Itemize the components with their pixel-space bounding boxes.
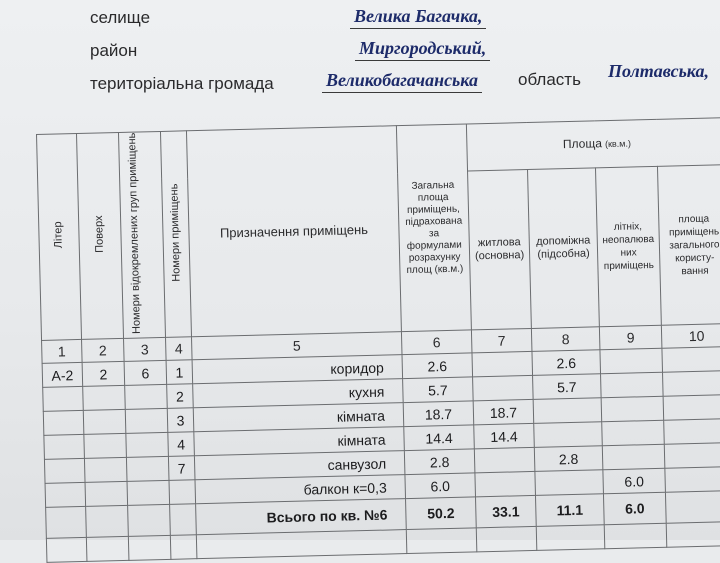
cell-total: 14.4 xyxy=(404,425,475,451)
cell-group xyxy=(125,385,168,410)
cell-room: 3 xyxy=(167,408,194,433)
cell-common xyxy=(664,419,720,445)
cell-floor xyxy=(85,482,128,507)
settlement-label: селище xyxy=(90,8,151,27)
cell-purpose: санвузол xyxy=(194,451,405,480)
cell-living: 14.4 xyxy=(474,424,535,449)
total-auxiliary-sum: 11.1 xyxy=(535,494,604,527)
header-summer: літніх, неопалюва них приміщень xyxy=(596,167,662,327)
cell-liter xyxy=(44,435,85,460)
cell-summer xyxy=(600,349,663,375)
rooms-table-wrapper xyxy=(36,117,720,554)
region-label: область xyxy=(518,70,581,89)
total-label: Всього по кв. №6 xyxy=(196,499,407,535)
column-number: 3 xyxy=(124,338,167,362)
cell-summer xyxy=(601,397,664,423)
cell-auxiliary: 2.6 xyxy=(532,350,601,376)
cell-room: 2 xyxy=(167,384,194,409)
cell-liter: А-2 xyxy=(42,363,83,388)
cell-common xyxy=(665,467,720,493)
total-living-sum: 33.1 xyxy=(476,496,537,528)
cell-living xyxy=(473,376,534,401)
column-number: 1 xyxy=(42,340,83,364)
column-number: 2 xyxy=(82,339,125,363)
cell-common xyxy=(663,371,720,397)
header-common: площа приміщень загального користу- вання xyxy=(657,165,720,326)
cell-floor xyxy=(84,434,127,459)
cell-auxiliary: 2.8 xyxy=(534,446,603,472)
cell-purpose: кімната xyxy=(194,427,405,456)
column-number: 4 xyxy=(166,337,193,361)
cell-liter xyxy=(43,387,84,412)
cell-auxiliary xyxy=(535,470,604,496)
cell-total: 6.0 xyxy=(405,473,476,499)
header-liter: Літер xyxy=(37,134,82,341)
cell-purpose: балкон к=0,3 xyxy=(195,475,406,504)
cell-room: 4 xyxy=(168,432,195,457)
cell-group: 6 xyxy=(124,361,167,386)
cell-group xyxy=(126,433,169,458)
cell-room xyxy=(169,480,196,505)
cell-living xyxy=(475,472,536,497)
header-total-area: Загальна площа приміщень, підрахована за формулами розрахунку площ (кв.м.) xyxy=(396,124,471,332)
cell-purpose: кімната xyxy=(193,403,404,432)
cell-auxiliary xyxy=(534,422,603,448)
community-value: Великобагачанська xyxy=(322,70,482,93)
header-room-numbers: Номери приміщень xyxy=(160,131,191,338)
cell-room: 7 xyxy=(168,456,195,481)
column-number: 5 xyxy=(192,332,402,360)
column-number: 7 xyxy=(471,329,532,353)
header-purpose: Призначення приміщень xyxy=(186,126,401,337)
cell-purpose: коридор xyxy=(192,355,403,384)
cell-floor xyxy=(84,458,127,483)
column-number: 8 xyxy=(531,327,600,352)
cell-purpose: кухня xyxy=(193,379,404,408)
cell-summer xyxy=(602,421,665,447)
cell-total: 2.8 xyxy=(404,449,475,475)
region-value: Полтавська, xyxy=(608,61,709,81)
header-floor: Поверх xyxy=(77,132,124,339)
cell-floor: 2 xyxy=(82,362,125,387)
cell-living: 18.7 xyxy=(473,400,534,425)
cell-summer: 6.0 xyxy=(603,469,666,495)
header-living: житлова (основна) xyxy=(468,170,532,330)
rooms-table xyxy=(36,117,720,563)
settlement-value: Велика Багачка, xyxy=(350,6,486,29)
cell-living xyxy=(472,352,533,377)
cell-liter xyxy=(43,411,84,436)
header-area-group: Площа (кв.м.) xyxy=(466,118,720,172)
total-common-sum xyxy=(665,491,720,524)
district-label: район xyxy=(90,41,138,60)
cell-room: 1 xyxy=(166,360,193,385)
cell-summer xyxy=(602,445,665,471)
cell-floor xyxy=(83,410,126,435)
column-number: 9 xyxy=(599,326,662,351)
cell-summer xyxy=(601,373,664,399)
cell-group xyxy=(127,481,170,506)
cell-auxiliary xyxy=(533,398,602,424)
cell-common xyxy=(663,395,720,421)
column-number: 10 xyxy=(661,324,720,349)
cell-common xyxy=(664,443,720,469)
cell-living xyxy=(474,448,535,473)
cell-common xyxy=(662,347,720,373)
community-label: територіальна громада xyxy=(90,74,274,93)
district-value: Миргородський, xyxy=(355,38,490,61)
cell-liter xyxy=(44,459,85,484)
column-number: 6 xyxy=(401,330,472,355)
cell-total: 5.7 xyxy=(403,377,474,403)
header-auxiliary: допоміжна (підсобна) xyxy=(528,168,600,329)
total-area-sum: 50.2 xyxy=(406,497,477,530)
cell-group xyxy=(126,457,169,482)
cell-liter xyxy=(45,483,86,508)
cell-floor xyxy=(83,386,126,411)
cell-group xyxy=(125,409,168,434)
total-summer-sum: 6.0 xyxy=(603,493,666,526)
cell-total: 18.7 xyxy=(403,401,474,427)
cell-auxiliary: 5.7 xyxy=(533,374,602,400)
header-group-numbers: Номери відокремлених груп приміщень xyxy=(118,131,165,338)
cell-total: 2.6 xyxy=(402,353,473,379)
